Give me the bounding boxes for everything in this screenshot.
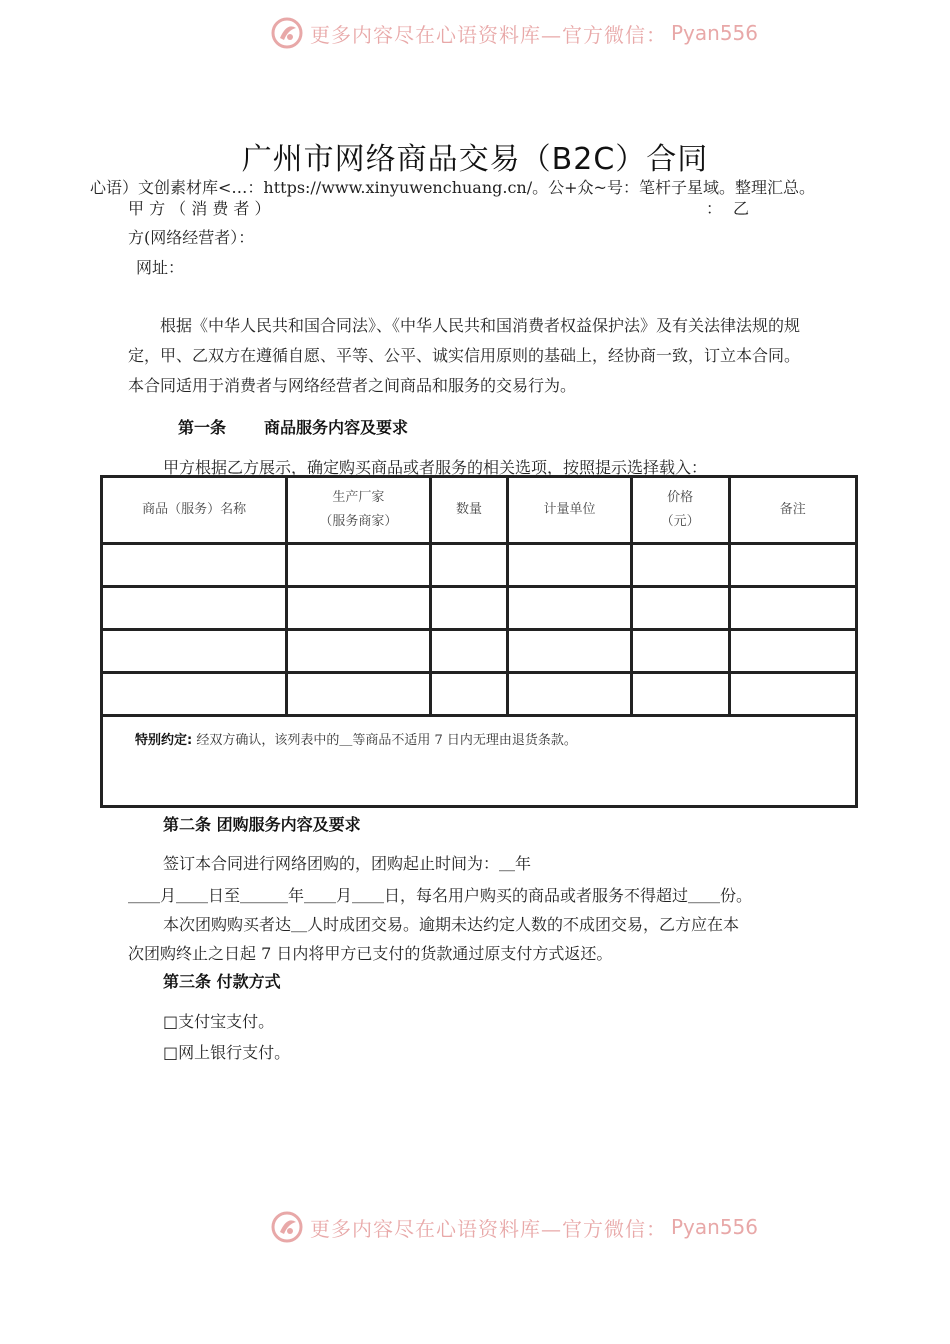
table-cell[interactable] <box>729 673 856 716</box>
table-cell[interactable] <box>729 587 856 630</box>
article2-line3: 本次团购购买者达＿人时成团交易。逾期未达约定人数的不成团交易，乙方应在本 <box>163 915 740 934</box>
table-cell[interactable] <box>729 630 856 673</box>
payment-option-alipay[interactable]: □支付宝支付。 <box>163 1012 275 1031</box>
watermark-wechat-id: Pyan556 <box>671 1215 759 1239</box>
table-cell[interactable] <box>102 630 287 673</box>
table-cell[interactable] <box>287 673 430 716</box>
table-cell[interactable] <box>631 587 729 630</box>
article3-heading: 第三条 付款方式 <box>163 972 281 991</box>
party-b-label: 方(网络经营者）： <box>128 228 255 247</box>
table-cell[interactable] <box>102 587 287 630</box>
table-cell[interactable] <box>287 544 430 587</box>
watermark-text: 更多内容尽在心语资料库—官方微信： <box>310 1216 667 1241</box>
table-row <box>102 544 857 587</box>
watermark-wechat-id: Pyan556 <box>671 21 759 45</box>
table-cell[interactable] <box>508 673 631 716</box>
table-row <box>102 630 857 673</box>
col-header-price: 价格 （元） <box>631 477 729 544</box>
source-line: 心语）文创素材库<…：https://www.xinyuwenchuang.cn/。公+众~号：笔杆子星域。整理汇总。 <box>90 178 815 197</box>
table-row <box>102 587 857 630</box>
article1-number: 第一条 <box>178 418 227 437</box>
goods-table <box>100 475 858 808</box>
article2-heading: 第二条 团购服务内容及要求 <box>163 815 361 834</box>
article1-lead: 甲方根据乙方展示，确定购买商品或者服务的相关选项，按照提示选择载入： <box>163 458 708 477</box>
watermark-text: 更多内容尽在心语资料库—官方微信： <box>310 22 667 47</box>
brand-logo-icon <box>270 16 304 50</box>
bottom-watermark <box>270 1210 758 1244</box>
col-header-name: 商品（服务）名称 <box>102 477 287 544</box>
table-cell[interactable] <box>287 587 430 630</box>
top-watermark <box>270 16 758 50</box>
table-cell[interactable] <box>631 630 729 673</box>
table-cell[interactable] <box>729 544 856 587</box>
table-cell[interactable] <box>508 630 631 673</box>
party-colon: ： <box>706 199 723 218</box>
col-header-remarks: 备注 <box>729 477 856 544</box>
party-b-label-start: 乙 <box>733 199 750 218</box>
article2-line2: ＿＿月＿＿日至＿＿＿年＿＿月＿＿日，每名用户购买的商品或者服务不得超过＿＿份。 <box>128 886 753 905</box>
col-header-unit: 计量单位 <box>508 477 631 544</box>
document-title: 广州市网络商品交易（B2C）合同 <box>241 142 709 177</box>
table-cell[interactable] <box>287 630 430 673</box>
table-row <box>102 673 857 716</box>
table-cell[interactable] <box>430 673 508 716</box>
payment-option-online-bank[interactable]: □网上银行支付。 <box>163 1043 291 1062</box>
special-agreement-row <box>102 716 857 807</box>
table-header-row <box>102 477 857 544</box>
brand-logo-icon <box>270 1210 304 1244</box>
special-agreement-cell <box>102 716 857 807</box>
article2-line1: 签订本合同进行网络团购的，团购起止时间为：＿年 <box>163 854 532 873</box>
table-cell[interactable] <box>508 587 631 630</box>
col-header-manufacturer: 生产厂家 （服务商家） <box>287 477 430 544</box>
intro-paragraph: 根据《中华人民共和国合同法》、《中华人民共和国消费者权益保护法》及有关法律法规的规定，甲、乙双方在遵循自愿、平等、公平、诚实信用原则的基础上，经协商一致，订立本合同。本合同适用于消费者与网络经营者之间商品和服务的交易行为。 <box>128 316 801 395</box>
col-header-quantity: 数量 <box>430 477 508 544</box>
table-cell[interactable] <box>430 544 508 587</box>
table-cell[interactable] <box>430 630 508 673</box>
table-cell[interactable] <box>102 673 287 716</box>
special-agreement-label: 特别约定: <box>135 733 193 748</box>
table-cell[interactable] <box>631 673 729 716</box>
article1-title: 商品服务内容及要求 <box>264 418 409 437</box>
website-label: 网址： <box>136 258 185 277</box>
article2-line4: 次团购终止之日起 7 日内将甲方已支付的货款通过原支付方式返还。 <box>128 944 613 963</box>
table-cell[interactable] <box>430 587 508 630</box>
table-cell[interactable] <box>508 544 631 587</box>
table-cell[interactable] <box>631 544 729 587</box>
special-agreement-text: 经双方确认，该列表中的＿等商品不适用 7 日内无理由退货条款。 <box>196 733 577 748</box>
table-cell[interactable] <box>102 544 287 587</box>
party-a-label: 甲 方 （ 消 费 者 ） <box>128 199 271 218</box>
